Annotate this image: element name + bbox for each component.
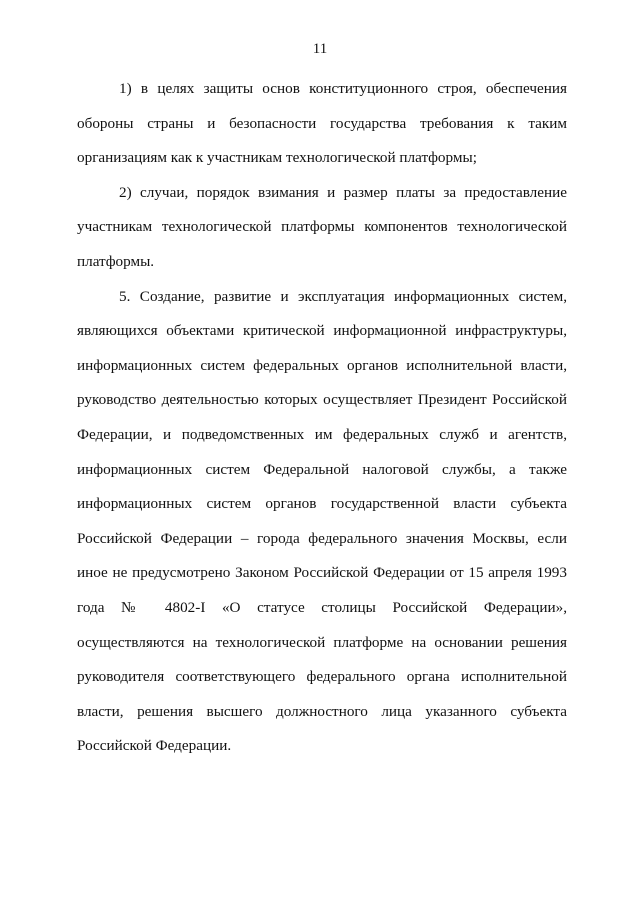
paragraph-item-2: 2) случаи, порядок взимания и размер платы за предоставление участникам технологической платформы компонентов технологической платформы. (77, 183, 567, 270)
document-body (77, 72, 567, 764)
page-number: 11 (312, 41, 328, 57)
paragraph-clause-5: 5. Создание, развитие и эксплуатация информационных систем, являющихся объектами критической информационной инфраструктуры, информационных систем федеральных органов исполнительной власти, руководство деятельностью которых осуществляет Президент Российской Федерации, и подведомственных им федеральных служб и агентств, информационных систем Федеральной налоговой службы, а также информационных систем органов государственной власти субъекта Российской Федерации – города федерального значения Москвы, если иное не предусмотрено Законом Российской Федерации от 15 апреля 1993 года № 4802-I «О статусе столицы Российской Федерации», осуществляются на технологической платформе на основании решения руководителя соответствующего федерального органа исполнительной власти, решения высшего должностного лица указанного субъекта Российской Федерации. (77, 287, 567, 755)
paragraph-item-1: 1) в целях защиты основ конституционного строя, обеспечения обороны страны и безопасности государства требования к таким организациям как к участникам технологической платформы; (77, 80, 567, 167)
